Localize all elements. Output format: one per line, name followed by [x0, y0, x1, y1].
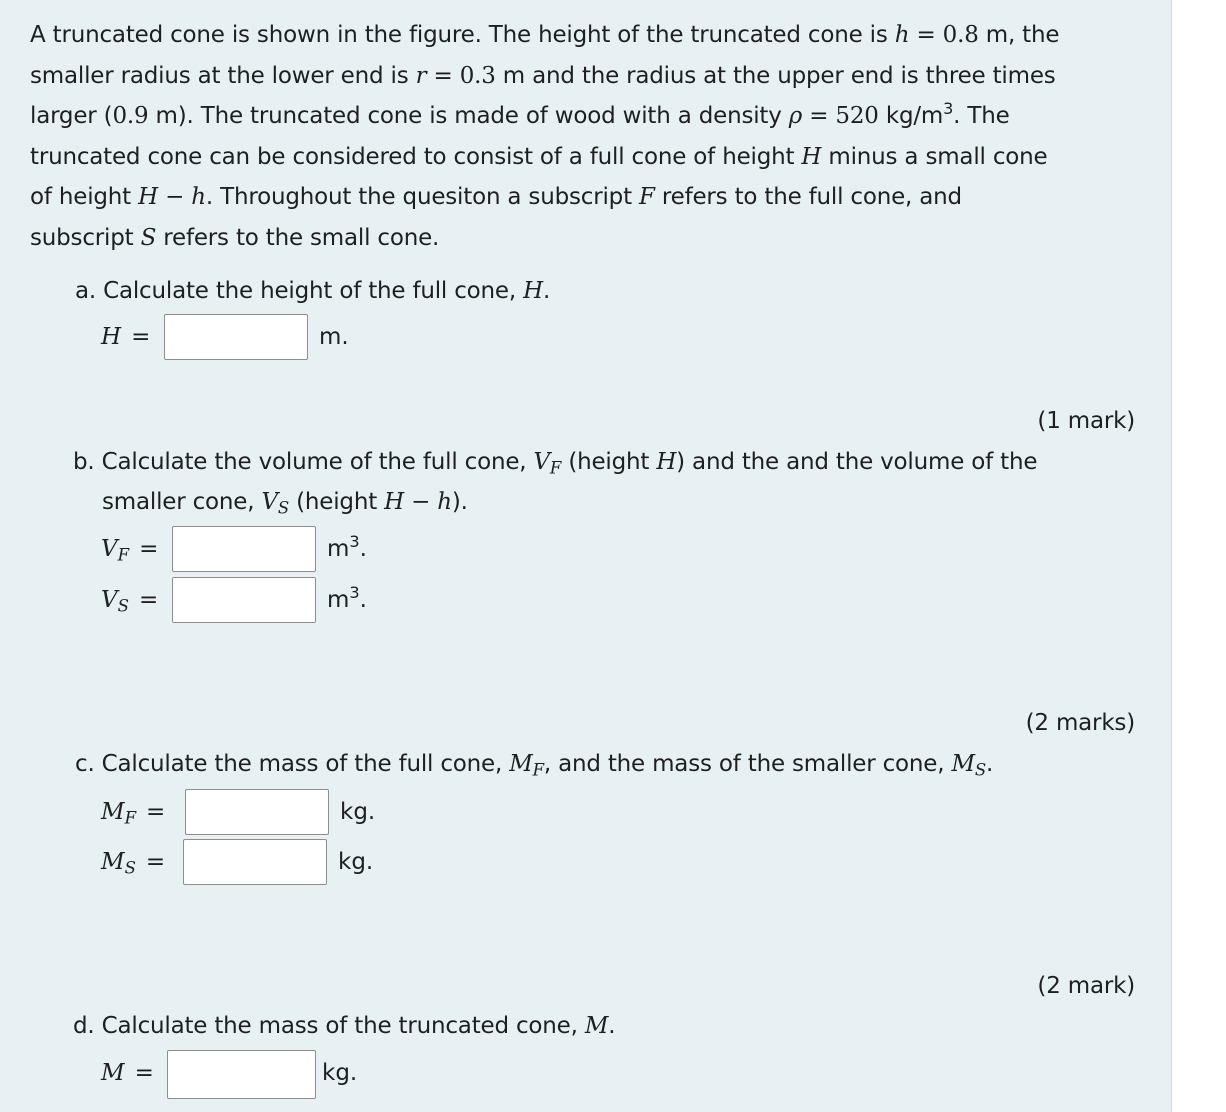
intro-line-2	[30, 56, 1140, 97]
unit-text: .	[359, 536, 367, 562]
subscript: F	[124, 808, 137, 828]
math-eq: =	[146, 799, 166, 825]
math-eq: =	[426, 62, 460, 89]
intro-text: refers to the small cone.	[156, 224, 440, 251]
subscript: S	[974, 760, 986, 780]
intro-text: smaller radius at the lower end is	[30, 62, 416, 89]
intro-text: m). The truncated cone is made of wood with a density	[148, 103, 789, 130]
subscript: F	[117, 545, 130, 565]
intro-line-4	[30, 137, 1140, 178]
answer-input-MF[interactable]	[185, 789, 329, 835]
math-M: M	[101, 1060, 125, 1086]
answer-label-VS	[101, 587, 158, 616]
math-F: F	[639, 184, 655, 211]
subscript: F	[549, 458, 562, 478]
math-h: h	[437, 489, 452, 515]
part-a-prompt	[75, 278, 550, 304]
math-eq: =	[139, 536, 159, 562]
math-H: H	[384, 489, 404, 515]
superscript: 3	[943, 99, 954, 119]
subscript: S	[124, 858, 136, 878]
prompt-text: d. Calculate the mass of the truncated cone,	[73, 1013, 585, 1039]
prompt-text: a. Calculate the height of the full cone,	[75, 278, 524, 304]
math-eq: =	[145, 849, 166, 875]
intro-text: of height	[30, 184, 139, 211]
marks-label-b: (2 marks)	[1025, 710, 1135, 736]
math-H: H	[656, 449, 677, 475]
superscript: 3	[349, 583, 360, 603]
math-h: h	[894, 22, 910, 48]
unit-text: .	[359, 587, 367, 613]
answer-label-VF	[101, 536, 158, 565]
intro-text: . Throughout the quesiton a subscript	[205, 184, 639, 211]
math-eq: =	[138, 587, 159, 613]
prompt-text: ) and the and the volume of the	[676, 449, 1038, 475]
question-intro	[30, 15, 1140, 259]
prompt-text: c. Calculate the mass of the full cone,	[75, 751, 510, 777]
unit-label: kg.	[340, 799, 376, 825]
math-value-upper-radius: 0.9	[112, 103, 149, 130]
math-value-height: 0.8	[942, 22, 979, 48]
prompt-text: .	[542, 278, 551, 304]
math-V: V	[101, 536, 118, 562]
math-S: S	[140, 224, 157, 251]
math-V: V	[533, 449, 550, 475]
unit-text: m	[327, 587, 350, 613]
prompt-text: (height	[561, 449, 657, 475]
math-V: V	[261, 489, 278, 515]
subscript: S	[277, 498, 290, 518]
intro-text: refers to the full cone, and	[654, 184, 962, 211]
prompt-text: b. Calculate the volume of the full cone,	[73, 449, 534, 475]
intro-line-5	[30, 177, 1140, 218]
math-eq: =	[909, 22, 943, 48]
math-minus: −	[157, 184, 192, 211]
math-rho: ρ	[788, 103, 803, 130]
part-d-prompt	[73, 1013, 615, 1039]
prompt-text: (height	[289, 489, 385, 515]
answer-input-H[interactable]	[164, 314, 308, 360]
unit-label: kg.	[338, 849, 374, 875]
intro-line-6	[30, 218, 1140, 259]
superscript: 3	[349, 532, 360, 552]
answer-label-MS	[101, 849, 165, 878]
marks-label-c: (2 mark)	[1037, 973, 1135, 999]
math-value-density: 520	[835, 103, 879, 130]
intro-text: larger (	[30, 103, 113, 130]
prompt-text: smaller cone,	[102, 489, 262, 515]
part-b-prompt	[73, 449, 1038, 518]
prompt-text: ).	[451, 489, 468, 515]
math-M: M	[951, 751, 975, 777]
math-H: H	[138, 184, 158, 211]
math-eq: =	[134, 1060, 154, 1086]
part-b-prompt-continued	[102, 489, 468, 518]
math-M: M	[101, 849, 125, 875]
unit-text: m	[327, 536, 350, 562]
math-eq: =	[802, 103, 836, 130]
math-V: V	[101, 587, 118, 613]
math-h: h	[191, 184, 206, 211]
math-M: M	[584, 1013, 609, 1039]
intro-text: truncated cone can be considered to consist of a full cone of height	[30, 143, 802, 170]
math-M: M	[509, 751, 533, 777]
answer-label-MF	[101, 799, 165, 828]
answer-input-VS[interactable]	[172, 577, 316, 623]
part-c-prompt	[75, 751, 993, 780]
prompt-text: , and the mass of the smaller cone,	[543, 751, 952, 777]
prompt-text: .	[985, 751, 994, 777]
answer-input-VF[interactable]	[172, 526, 316, 572]
math-r: r	[415, 62, 427, 89]
intro-text: m and the radius at the upper end is three times	[495, 62, 1056, 89]
marks-label-a: (1 mark)	[1037, 408, 1135, 434]
intro-text: kg/m	[878, 103, 944, 130]
intro-line-3	[30, 96, 1140, 137]
intro-text: subscript	[30, 224, 141, 251]
math-M: M	[101, 799, 125, 825]
intro-text: A truncated cone is shown in the figure. The height of the truncated cone is	[30, 22, 895, 48]
unit-label: m.	[319, 324, 349, 350]
math-H: H	[523, 278, 543, 304]
intro-text: . The	[953, 103, 1010, 130]
subscript: S	[117, 596, 129, 616]
answer-label-H	[101, 324, 150, 350]
answer-input-MS[interactable]	[183, 839, 327, 885]
unit-label	[327, 532, 367, 562]
math-value-radius: 0.3	[459, 62, 496, 89]
unit-label	[327, 583, 367, 613]
math-H: H	[801, 143, 822, 170]
intro-text: minus a small cone	[821, 143, 1048, 170]
unit-label: kg.	[322, 1060, 358, 1086]
math-eq: =	[131, 324, 151, 350]
subscript: F	[532, 760, 544, 780]
math-H: H	[101, 324, 122, 350]
intro-text: m, the	[978, 22, 1060, 48]
intro-line-1	[30, 15, 1140, 56]
prompt-text: .	[608, 1013, 616, 1039]
answer-input-M[interactable]	[167, 1050, 316, 1099]
math-minus: −	[403, 489, 438, 515]
answer-label-M	[101, 1060, 154, 1086]
